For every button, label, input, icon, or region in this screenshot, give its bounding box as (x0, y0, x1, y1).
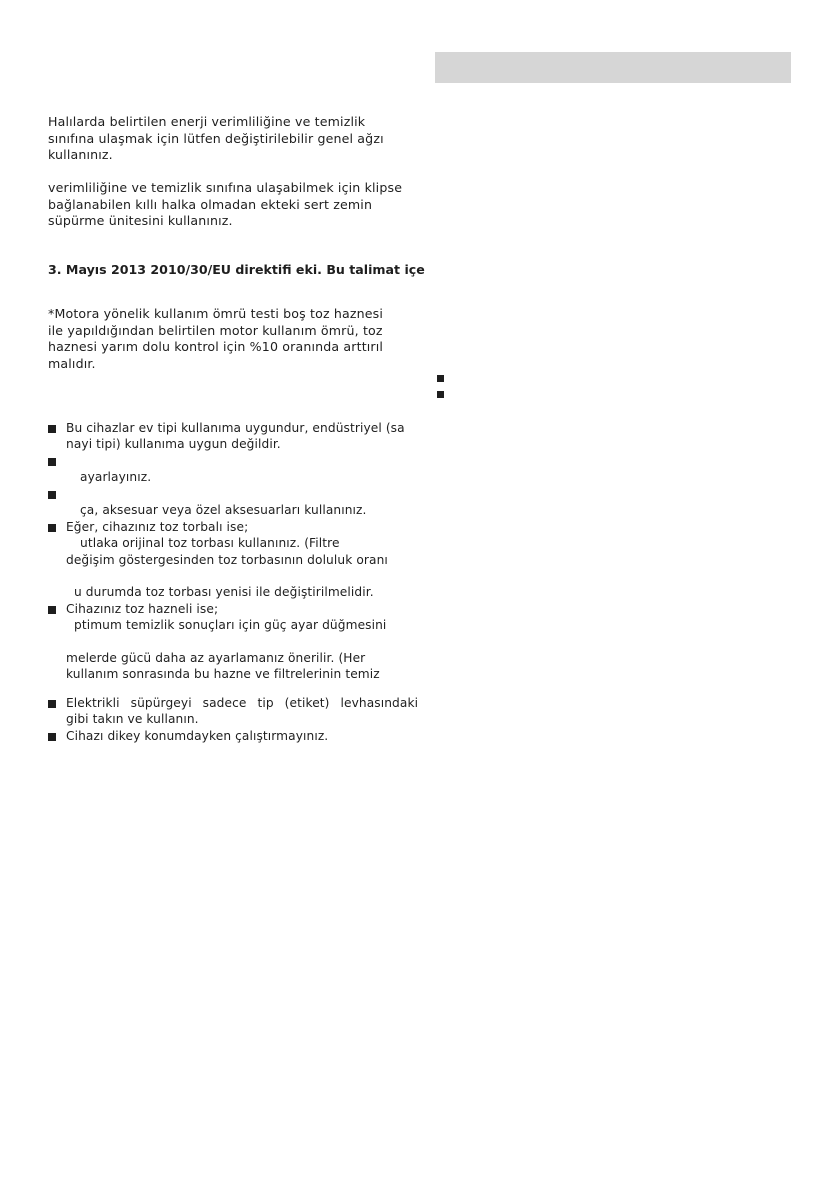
text-line: kullanınız. (48, 147, 113, 163)
list-item: nayi tipi) kullanıma uygun değildir. (66, 437, 281, 451)
square-bullet-icon (437, 375, 444, 382)
square-bullet-icon (48, 425, 56, 433)
text-line: *Motora yönelik kullanım ömrü testi boş toz haznesi (48, 306, 384, 321)
list-item: Elektrikli süpürgeyi sadece tip (etiket) levhasındaki (66, 696, 419, 710)
list-item: u durumda toz torbası yenisi ile değiştirilmelidir. (74, 585, 374, 599)
text-line: verimliliğine ve temizlik sınıfına ulaşabilmek için klipse (48, 180, 403, 195)
square-bullet-icon (48, 524, 56, 532)
list-item: ça, aksesuar veya özel aksesuarları kullanınız. (80, 503, 367, 517)
list-item: melerde gücü daha az ayarlamanız önerilir. (Her (66, 651, 366, 665)
text-line: haznesi yarım dolu kontrol için %10 oranında arttırıl (48, 339, 384, 355)
carpet-nozzle-note (48, 114, 406, 164)
hard-floor-note (48, 180, 406, 230)
text-line: ile yapıldığından belirtilen motor kullanım ömrü, toz (48, 322, 383, 338)
list-item: Bu cihazlar ev tipi kullanıma uygundur, endüstriyel (sa (66, 421, 405, 435)
list-item: değişim göstergesinden toz torbasının doluluk oranı (66, 553, 388, 567)
text-line: malıdır. (48, 356, 96, 372)
list-item: gibi takın ve kullanın. (66, 712, 199, 726)
list-item: ptimum temizlik sonuçları için güç ayar düğmesini (74, 618, 387, 632)
square-bullet-icon (437, 391, 444, 398)
motor-lifetime-note (48, 306, 406, 373)
text-line: bağlanabilen kıllı halka olmadan ekteki sert zemin (48, 196, 373, 212)
text-line: Halılarda belirtilen enerji verimliliğine ve temizlik (48, 114, 366, 129)
square-bullet-icon (48, 733, 56, 741)
square-bullet-icon (48, 700, 56, 708)
square-bullet-icon (48, 606, 56, 614)
list-item: Cihazınız toz hazneli ise; (66, 602, 219, 616)
list-item: utlaka orijinal toz torbası kullanınız. (Filtre (80, 536, 340, 550)
list-item: Eğer, cihazınız toz torbalı ise; (66, 520, 249, 534)
square-bullet-icon (48, 491, 56, 499)
list-item: ayarlayınız. (80, 470, 152, 484)
text-line: süpürme ünitesini kullanınız. (48, 213, 233, 229)
square-bullet-icon (48, 458, 56, 466)
list-item: kullanım sonrasında bu hazne ve filtrelerinin temiz (66, 667, 380, 681)
list-item: Cihazı dikey konumdayken çalıştırmayınız. (66, 729, 329, 743)
text-line: sınıfına ulaşmak için lütfen değiştirilebilir genel ağzı (48, 130, 384, 146)
section-header-bar (435, 52, 791, 83)
directive-heading: 3. Mayıs 2013 2010/30/EU direktifi eki. Bu talimat içe (48, 262, 425, 277)
